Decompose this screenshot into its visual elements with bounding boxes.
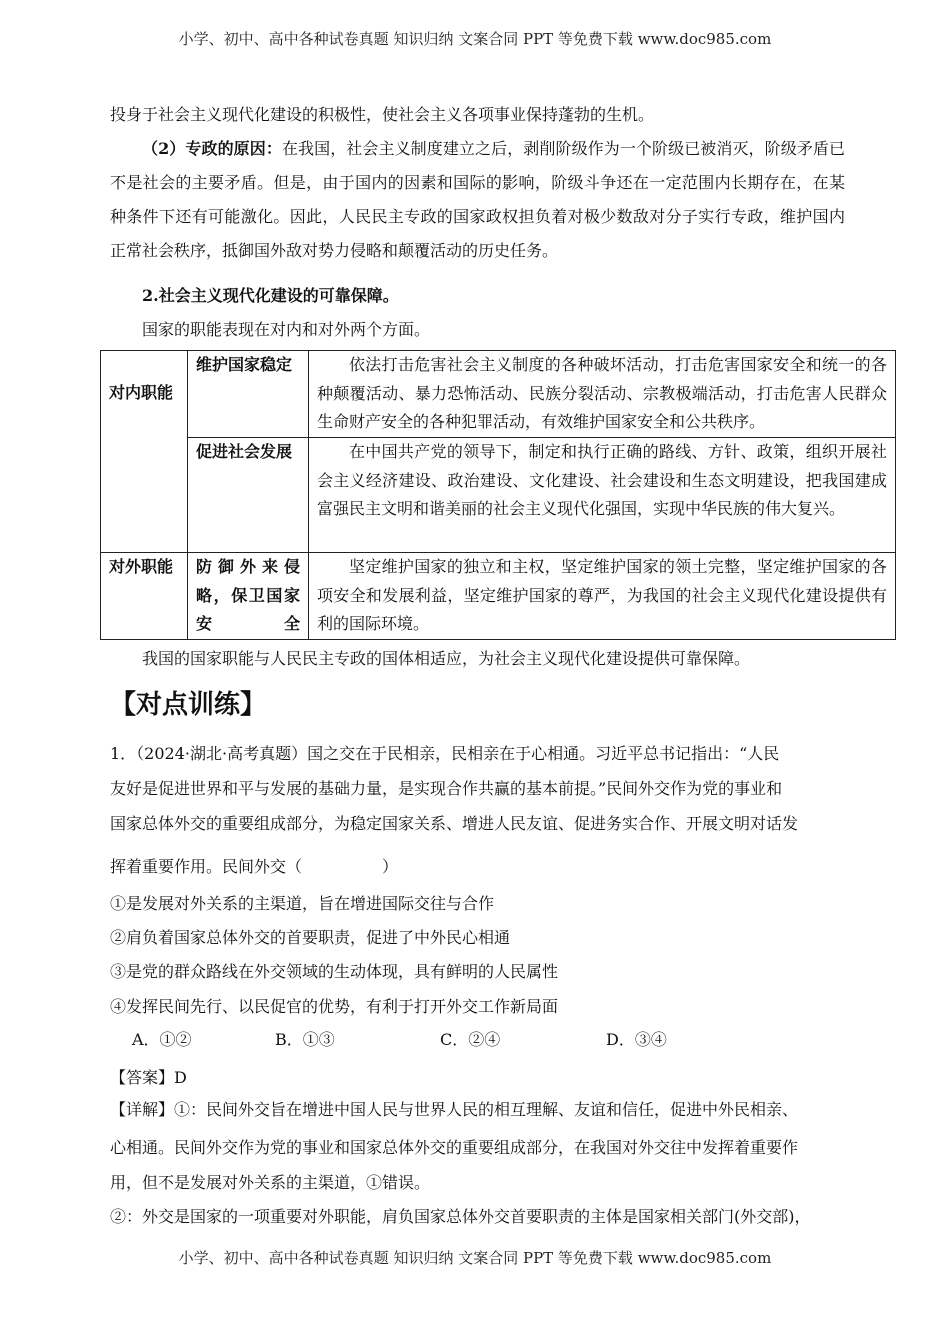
explanation-line: 用，但不是发展对外关系的主渠道，①错误。 [110,1173,431,1192]
dictatorship-text: 在我国，社会主义制度建立之后，剥削阶级作为一个阶级已被消灭，阶级矛盾已不是社会的主要矛盾。但是，由于国内的因素和国际的影响，阶级斗争还在一定范围内长期存在，在某种条件下还有可能激化。因此，人民民主专政的国家政权担负着对极少数敌对分子实行专政，维护国内正常社会秩序，抵御国外敌对势力侵略和颠覆活动的历史任务。 [110,139,845,260]
table-row [101,553,896,640]
statement-2: ②肩负着国家总体外交的首要职责，促进了中外民心相通 [110,928,511,947]
intro-line: 投身于社会主义现代化建设的积极性，使社会主义各项事业保持蓬勃的生机。 [110,105,655,124]
page-footer: 小学、初中、高中各种试卷真题 知识归纳 文案合同 PPT 等免费下载 www.doc985.com [178,1249,772,1267]
option-c: C．②④ [440,1030,501,1049]
row-content: 依法打击危害社会主义制度的各种破坏活动，打击危害国家安全和统一的各种颠覆活动、暴力恐怖活动、民族分裂活动、宗教极端活动，打击危害人民群众生命财产安全的各种犯罪活动，有效维护国家安全和公共秩序。 [309,351,896,438]
explanation-line: ②：外交是国家的一项重要对外职能，肩负国家总体外交首要职责的主体是国家相关部门(外交部)， [110,1207,811,1226]
section2-heading: 2.社会主义现代化建设的可靠保障。 [142,286,399,305]
row-name: 维护国家稳定 [188,351,309,438]
row-name: 促进社会发展 [188,438,309,553]
dictatorship-paragraph [110,132,845,268]
conclusion: 我国的国家职能与人民民主专政的国体相适应，为社会主义现代化建设提供可靠保障。 [142,649,751,668]
table-row [101,351,896,438]
answer: 【答案】D [110,1068,187,1087]
option-a: A．①② [132,1030,192,1049]
statement-3: ③是党的群众路线在外交领域的生动体现，具有鲜明的人民属性 [110,962,559,981]
table-row [101,438,896,553]
statement-4: ④发挥民间先行、以民促官的优势，有利于打开外交工作新局面 [110,997,559,1016]
page-header: 小学、初中、高中各种试卷真题 知识归纳 文案合同 PPT 等免费下载 www.doc985.com [178,30,772,48]
dictatorship-label: （2）专政的原因： [142,139,282,158]
state-functions-table [100,350,896,640]
option-d: D．③④ [606,1030,667,1049]
question-line: 友好是促进世界和平与发展的基础力量，是实现合作共赢的基本前提。”民间外交作为党的事业和 [110,779,783,798]
practice-title: 【对点训练】 [110,690,267,720]
explanation-line: 心相通。民间外交作为党的事业和国家总体外交的重要组成部分，在我国对外交往中发挥着重要作 [110,1138,799,1157]
row-content: 在中国共产党的领导下，制定和执行正确的路线、方针、政策，组织开展社会主义经济建设、政治建设、文化建设、社会建设和生态文明建设，把我国建成富强民主文明和谐美丽的社会主义现代化强国，实现中华民族的伟大复兴。 [309,438,896,553]
explanation-line: 【详解】①：民间外交旨在增进中国人民与世界人民的相互理解、友谊和信任，促进中外民相亲、 [110,1100,799,1119]
statement-1: ①是发展对外关系的主渠道，旨在增进国际交往与合作 [110,894,495,913]
external-function-label: 对外职能 [101,553,188,640]
option-b: B．①③ [275,1030,335,1049]
question-line: 国家总体外交的重要组成部分，为稳定国家关系、增进人民友谊、促进务实合作、开展文明对话发 [110,814,799,833]
question-line: 挥着重要作用。民间外交（ ） [110,857,399,876]
row-content: 坚定维护国家的独立和主权，坚定维护国家的领土完整，坚定维护国家的各项安全和发展利益，坚定维护国家的尊严，为我国的社会主义现代化建设提供有利的国际环境。 [309,553,896,640]
internal-function-label: 对内职能 [101,351,188,553]
question-line: 1．（2024·湖北·高考真题）国之交在于民相亲，民相亲在于心相通。习近平总书记指出：“人民 [110,744,780,763]
functions-intro: 国家的职能表现在对内和对外两个方面。 [142,320,431,339]
row-name: 防御外来侵略，保卫国家安全 [188,553,309,640]
